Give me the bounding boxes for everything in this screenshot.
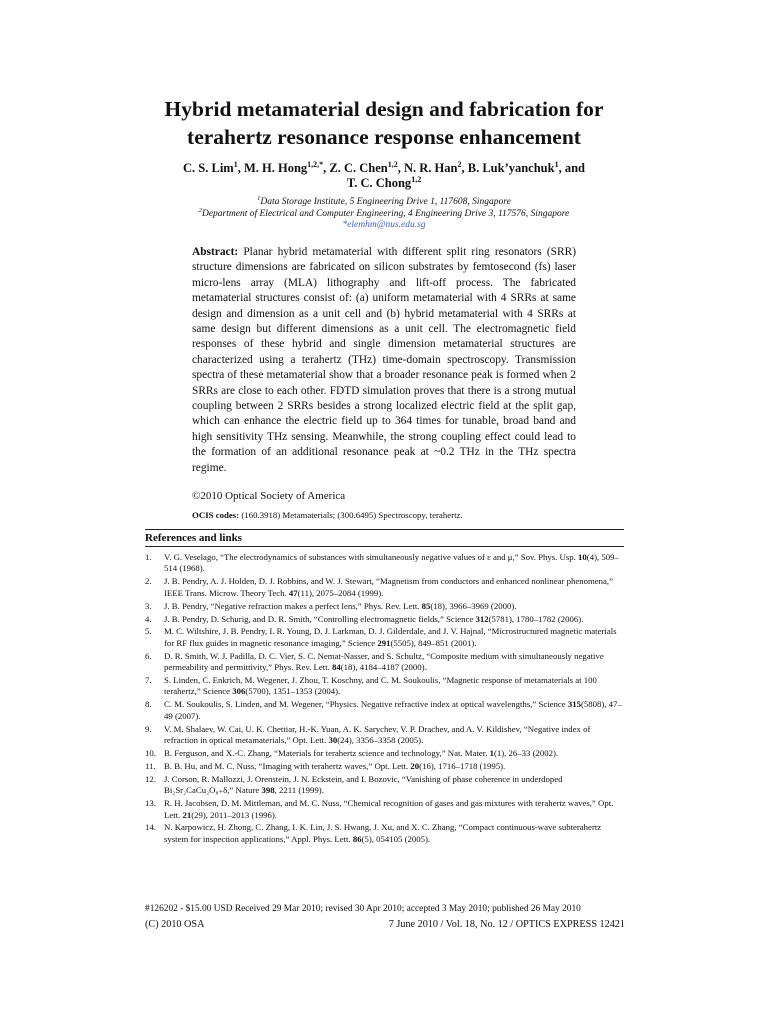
manuscript-history: #126202 - $15.00 USD Received 29 Mar 2010; revised 30 Apr 2010; accepted 3 May 2010; published 26 May 2010: [145, 904, 581, 914]
corresponding-email-link[interactable]: *elemhm@nus.edu.sg: [342, 220, 426, 230]
reference-text: C. M. Soukoulis, S. Linden, and M. Wegener, “Physics. Negative refractive index at optical wavelengths,” Science: [164, 699, 568, 710]
reference-pages: (5808), 47–49 (2007).: [164, 699, 622, 721]
references-heading: References and links: [145, 532, 242, 544]
reference-pages: (16), 1716–1718 (1995).: [419, 760, 506, 771]
reference-item: [145, 748, 625, 759]
reference-item: [145, 774, 625, 797]
reference-number: 9.: [145, 723, 152, 734]
affiliation-2: [100, 206, 668, 221]
affiliation-marker: 2: [198, 206, 202, 214]
reference-number: 1.: [145, 552, 152, 562]
reference-pages: (5700), 1351–1353 (2004).: [245, 686, 341, 697]
reference-text: R. H. Jacobsen, D. M. Mittleman, and M. C. Nuss, “Chemical recognition of gases and gas mixtures with terahertz waves,” Opt. Lett.: [164, 798, 614, 820]
journal-footer: [145, 918, 625, 931]
reference-number: 7.: [145, 675, 152, 686]
reference-volume: 85: [421, 600, 431, 611]
reference-text: V. M. Shalaev, W. Cai, U. K. Chettiar, H.-K. Yuan, A. K. Sarychev, V. P. Drachev, and A. V. Kildishev, “Negative index of refraction in optical metamaterials,” Opt. Lett.: [164, 723, 591, 746]
author-conjunction: , and: [558, 161, 585, 175]
affiliation-marker: 1,2,*: [307, 160, 324, 169]
reference-pages: , 2211 (1999).: [274, 785, 324, 796]
reference-pages: (18), 4184–4187 (2000).: [340, 662, 427, 673]
reference-pages: (5505), 849–851 (2001).: [390, 637, 477, 648]
reference-text: B. B. Hu, and M. C. Nuss, “Imaging with terahertz waves,” Opt. Lett.: [164, 760, 411, 771]
reference-number: 11.: [145, 760, 156, 771]
reference-pages: (24), 3356–3358 (2005).: [337, 735, 424, 746]
reference-pages: (5781), 1780–1782 (2006).: [488, 613, 584, 624]
reference-number: 2.: [145, 576, 152, 587]
reference-number: 12.: [145, 773, 156, 784]
affiliation-text: Department of Electrical and Computer Engineering, 4 Engineering Drive 3, 117576, Singapore: [201, 208, 570, 219]
author-name: , Z. C. Chen: [323, 161, 388, 175]
author-line-1: [100, 161, 668, 176]
reference-list: [145, 552, 625, 847]
reference-volume: 315: [567, 699, 581, 710]
reference-volume: 312: [475, 613, 489, 624]
affiliation-text: Data Storage Institute, 5 Engineering Drive 1, 117608, Singapore: [260, 197, 511, 207]
reference-volume: 84: [332, 662, 341, 673]
reference-number: 10.: [145, 748, 156, 758]
reference-item: [145, 761, 625, 772]
author-line-2: [100, 176, 668, 191]
footer-citation: 7 June 2010 / Vol. 18, No. 12 / OPTICS EXPRESS 12421: [388, 919, 625, 930]
reference-item: [145, 576, 625, 599]
reference-item: [145, 552, 625, 575]
references-top-rule: [145, 529, 624, 530]
reference-pages: (18), 3966–3969 (2000).: [430, 600, 517, 611]
affiliation-1: [100, 197, 668, 209]
reference-text: N. Karpowicz, H. Zhong, C. Zhang, I. K. Lin, J. S. Hwang, J. Xu, and X. C. Zhang, “Compact continuous-wave subterahertz system for inspection applications,” Appl. Phys. Lett.: [164, 822, 602, 844]
reference-pages: (4), 509–514 (1968).: [164, 552, 619, 574]
author-name: , M. H. Hong: [237, 161, 308, 175]
author-list: [100, 161, 668, 191]
reference-volume: 20: [410, 760, 420, 771]
affiliation-marker: 1,2: [411, 175, 422, 184]
footer-copyright: (C) 2010 OSA: [145, 919, 205, 930]
reference-pages: (29), 2011–2013 (1996).: [191, 809, 277, 820]
reference-volume: 291: [377, 637, 391, 648]
affiliation-marker: 1,2: [387, 160, 398, 169]
copyright-notice: ©2010 Optical Society of America: [192, 490, 346, 502]
reference-text: S. Linden, C. Enkrich, M. Wegener, J. Zhou, T. Koschny, and C. M. Soukoulis, “Magnetic response of metamaterials at 100 terahertz,” Science: [164, 675, 597, 697]
reference-item: [145, 626, 625, 649]
reference-number: 8.: [145, 699, 152, 710]
reference-text: V. G. Veselago, “The electrodynamics of substances with simultaneously negative values of ε and μ,” Sov. Phys. Usp.: [164, 552, 579, 562]
reference-pages: (11), 2075–2084 (1999).: [297, 587, 384, 598]
reference-text: B. Ferguson, and X.-C. Zhang, “Materials for terahertz science and technology,” Nat. Mater.: [164, 748, 490, 758]
ocis-text: (160.3918) Metamaterials; (300.6495) Spectroscopy, terahertz.: [241, 510, 463, 520]
reference-volume: 1: [489, 748, 494, 758]
references-heading-rule: [145, 546, 624, 547]
affiliations: [100, 197, 668, 232]
reference-text: M. C. Wiltshire, J. B. Pendry, I. R. Young, D. J. Larkman, D. J. Gilderdale, and J. V. Hajnal, “Microstructured magnetic materials for RF flux guides in magnetic resonance imaging,” Science: [164, 626, 617, 648]
reference-number: 4.: [145, 613, 152, 624]
affiliation-marker: 1: [554, 160, 559, 169]
reference-volume: 306: [232, 686, 246, 697]
author-name: C. S. Lim: [183, 161, 234, 175]
reference-item: [145, 614, 625, 625]
title-line-2: terahertz resonance response enhancement: [187, 125, 581, 149]
reference-item: [145, 651, 625, 674]
reference-text: J. Corson, R. Mallozzi, J. Orenstein, J. N. Eckstein, and I. Bozovic, “Vanishing of phase coherence in underdoped Bi₂Sr₂CaCu₂O₈₊δ,” Nature: [164, 773, 563, 796]
reference-item: [145, 675, 625, 698]
reference-volume: 86: [352, 833, 362, 844]
reference-volume: 21: [182, 809, 192, 820]
reference-item: [145, 601, 625, 612]
reference-volume: 398: [261, 785, 275, 796]
reference-item: [145, 724, 625, 747]
author-name: T. C. Chong: [346, 176, 412, 190]
author-name: , N. R. Han: [397, 161, 458, 175]
reference-item: [145, 798, 625, 821]
reference-number: 14.: [145, 822, 156, 833]
paper-title: [60, 95, 708, 151]
abstract-text: Planar hybrid metamaterial with different split ring resonators (SRR) structure dimensions are fabricated on silicon substrates by femtosecond (fs) laser micro-lens array (MLA) lithography and lift-off process. The fabricated metamaterial structures consist of: (a) uniform metamaterial with 4 SRRs at same design and dimension as a unit cell and (b) hybrid metamaterial with 4 SRRs at same design but different dimensions as a unit cell. The electromagnetic field responses of these hybrid and single dimension metamaterial structures are characterized using a terahertz (THz) time-domain spectroscopy. Transmission spectra of these metamaterial show that a broader resonance peak is formed when 2 SRRs are close to each other. FDTD simulation proves that there is a strong mutual coupling between 2 SRRs besides a strong localized electric field at the split gap, which can enhance the electric field up to 364 times for tunable, broad band and high sensitivity THz sensing. Meanwhile, the strong coupling effect could lead to the formation of an additional resonance peak at ~0.2 THz in the THz spectra regime.: [192, 246, 576, 474]
author-name: , B. Luk’yanchuk: [461, 161, 555, 175]
reference-item: [145, 822, 625, 845]
reference-pages: (5), 054105 (2005).: [361, 833, 431, 844]
reference-text: J. B. Pendry, D. Schurig, and D. R. Smith, “Controlling electromagnetic fields,” Science: [164, 613, 476, 624]
affiliation-marker: 1: [233, 160, 238, 169]
reference-number: 3.: [145, 600, 152, 611]
reference-number: 13.: [145, 798, 156, 809]
abstract-label: Abstract:: [192, 246, 239, 258]
reference-text: J. B. Pendry, “Negative refraction makes a perfect lens,” Phys. Rev. Lett.: [164, 600, 422, 611]
ocis-codes: [192, 509, 592, 521]
reference-pages: (1), 26–33 (2002).: [493, 748, 559, 758]
reference-number: 6.: [145, 650, 152, 661]
reference-text: D. R. Smith, W. J. Padilla, D. C. Vier, S. C. Nemat-Nasser, and S. Schultz, “Composite medium with simultaneously negative permeability and permittivity,” Phys. Rev. Lett.: [164, 650, 604, 673]
abstract: [192, 245, 576, 476]
title-line-1: Hybrid metamaterial design and fabrication for: [164, 97, 604, 121]
reference-number: 5.: [145, 626, 152, 637]
affiliation-marker: 1: [257, 195, 261, 202]
reference-volume: 30: [328, 735, 338, 746]
reference-volume: 10: [578, 552, 587, 562]
reference-item: [145, 699, 625, 722]
affiliation-marker: 2: [457, 160, 462, 169]
reference-volume: 47: [288, 587, 298, 598]
reference-text: J. B. Pendry, A. J. Holden, D. J. Robbins, and W. J. Stewart, “Magnetism from conductors and enhanced nonlinear phenomena,” IEEE Trans. Microw. Theory Tech.: [164, 576, 614, 598]
ocis-label: OCIS codes:: [192, 510, 240, 520]
